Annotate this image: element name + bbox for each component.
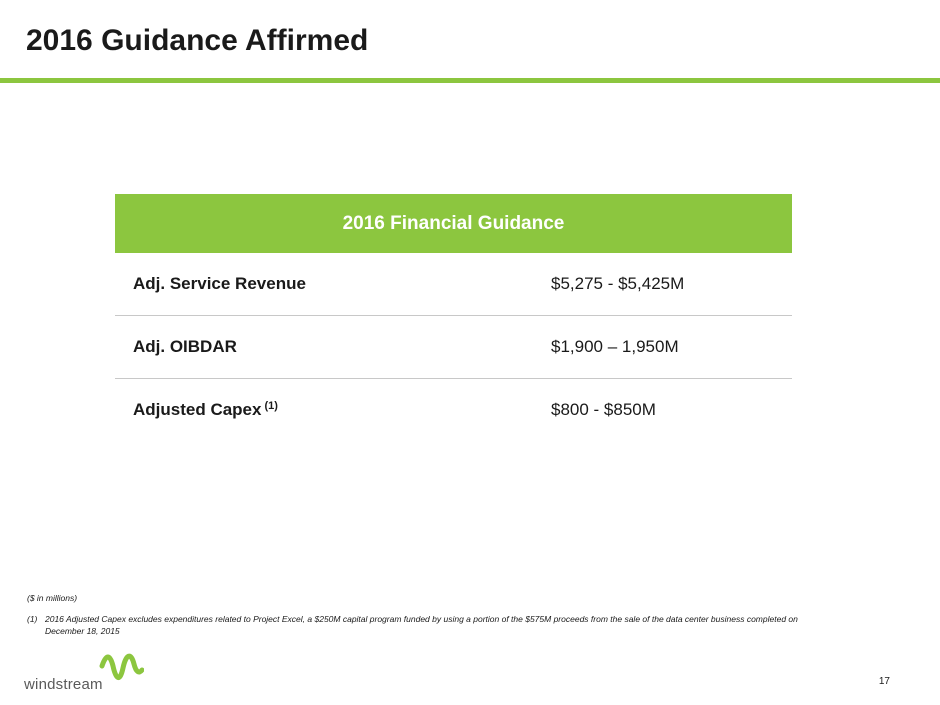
guidance-table (115, 194, 792, 441)
table-header: 2016 Financial Guidance (115, 194, 792, 253)
row-value: $5,275 - $5,425M (551, 274, 685, 293)
windstream-wave-icon (98, 648, 144, 690)
table-row (115, 379, 792, 441)
row-label-text: Adj. Service Revenue (133, 274, 306, 293)
row-value: $800 - $850M (551, 400, 656, 419)
row-label-text: Adjusted Capex (133, 400, 262, 419)
row-label (115, 400, 463, 420)
row-label (115, 337, 463, 357)
page-number: 17 (878, 676, 890, 687)
slide-title: 2016 Guidance Affirmed (26, 24, 369, 57)
row-label (115, 274, 463, 294)
windstream-logo (24, 648, 144, 692)
table-row (115, 316, 792, 379)
title-divider (0, 78, 940, 83)
footnote-marker: (1) (27, 614, 38, 624)
footnote (27, 613, 827, 637)
row-label-text: Adj. OIBDAR (133, 337, 237, 356)
footnote-text: 2016 Adjusted Capex excludes expenditures related to Project Excel, a $250M capital program funded by using a portion of the $575M proceeds from the sale of the data center business completed on December 18, 2015 (45, 614, 798, 636)
logo-wordmark: windstream (24, 676, 103, 693)
table-row (115, 253, 792, 316)
row-value: $1,900 – 1,950M (551, 337, 679, 356)
footnote-reference: (1) (264, 400, 278, 412)
units-note: ($ in millions) (27, 593, 78, 603)
